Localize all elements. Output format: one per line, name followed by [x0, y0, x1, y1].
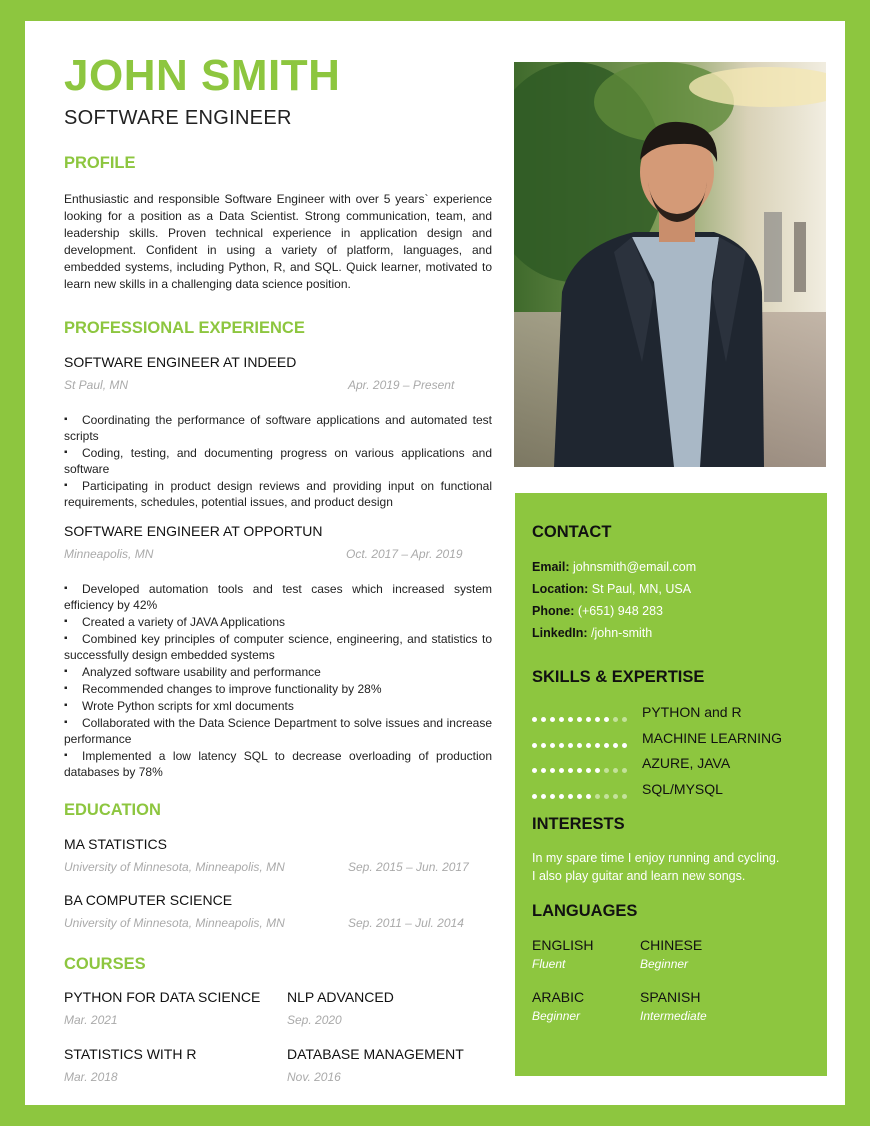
linkedin-value: /john-smith — [591, 626, 653, 640]
email-label: Email: — [532, 560, 570, 574]
course-name: STATISTICS WITH R — [64, 1046, 197, 1062]
skill-dot-empty — [613, 717, 618, 722]
skill-dot-filled — [595, 743, 600, 748]
school: University of Minnesota, Minneapolis, MN — [64, 916, 285, 930]
skill-dot-filled — [559, 743, 564, 748]
skill-dot-empty — [595, 794, 600, 799]
language-item — [532, 989, 584, 1023]
course-date: Nov. 2016 — [287, 1070, 341, 1084]
skill-dot-filled — [568, 743, 573, 748]
language-name: ENGLISH — [532, 937, 594, 953]
list-item: ▪ Coding, testing, and documenting progress on various applications and software — [64, 445, 492, 477]
skill-dot-filled — [577, 717, 582, 722]
course-item — [64, 1046, 274, 1084]
languages-heading: LANGUAGES — [532, 902, 638, 920]
course-date: Mar. 2021 — [64, 1013, 118, 1027]
course-name: NLP ADVANCED — [287, 989, 394, 1005]
experience-heading: PROFESSIONAL EXPERIENCE — [64, 319, 305, 337]
skill-dot-empty — [622, 768, 627, 773]
job-title-indeed: SOFTWARE ENGINEER AT INDEED — [64, 354, 297, 370]
skill-dot-empty — [604, 768, 609, 773]
list-item: ▪ Implemented a low latency SQL to decrease overloading of production databases by 78% — [64, 748, 492, 780]
language-name: ARABIC — [532, 989, 585, 1005]
degree: BA COMPUTER SCIENCE — [64, 892, 233, 908]
skill-dot-filled — [532, 794, 537, 799]
list-item: ▪ Created a variety of JAVA Applications — [64, 614, 492, 630]
language-level: Beginner — [532, 1009, 581, 1023]
education-item — [64, 836, 492, 876]
skill-dot-filled — [550, 717, 555, 722]
skill-dot-filled — [559, 794, 564, 799]
skill-dot-filled — [604, 743, 609, 748]
skill-name: PYTHON and R — [642, 704, 742, 720]
job-bullets — [64, 412, 492, 510]
interests-line-2: I also play guitar and learn new songs. — [532, 869, 746, 883]
list-item: ▪ Recommended changes to improve functionality by 28% — [64, 681, 492, 697]
skill-dot-filled — [586, 794, 591, 799]
portrait-photo-icon — [514, 62, 826, 467]
email-value: johnsmith@email.com — [573, 560, 697, 574]
skill-dot-empty — [622, 794, 627, 799]
education-dates: Sep. 2011 – Jul. 2014 — [348, 916, 464, 930]
skill-name: MACHINE LEARNING — [642, 730, 783, 746]
education-heading: EDUCATION — [64, 801, 161, 819]
job-location: Minneapolis, MN — [64, 547, 154, 561]
education-dates: Sep. 2015 – Jun. 2017 — [348, 860, 469, 874]
skill-dot-filled — [577, 794, 582, 799]
skill-dot-filled — [595, 717, 600, 722]
list-item: ▪ Coordinating the performance of software applications and automated test scripts — [64, 412, 492, 444]
contact-heading: CONTACT — [532, 523, 612, 541]
language-item — [640, 989, 707, 1023]
education-item — [64, 892, 492, 932]
skills-heading: SKILLS & EXPERTISE — [532, 668, 705, 686]
job-title-opportun: SOFTWARE ENGINEER AT OPPORTUN — [64, 523, 323, 539]
skill-dot-filled — [559, 768, 564, 773]
courses-heading: COURSES — [64, 955, 146, 973]
job-indeed — [64, 354, 492, 511]
skill-dot-filled — [550, 794, 555, 799]
skill-level-dots — [532, 709, 631, 727]
job-opportun — [64, 523, 492, 781]
list-item: ▪ Collaborated with the Data Science Department to solve issues and increase performance — [64, 715, 492, 747]
skill-dot-empty — [604, 794, 609, 799]
skill-dot-filled — [577, 768, 582, 773]
skill-dot-filled — [568, 717, 573, 722]
phone-label: Phone: — [532, 604, 575, 618]
skill-dot-filled — [532, 717, 537, 722]
skill-dot-filled — [550, 743, 555, 748]
phone-value: (+651) 948 283 — [577, 604, 663, 618]
language-level: Beginner — [640, 957, 689, 971]
list-item: ▪ Wrote Python scripts for xml documents — [64, 698, 492, 714]
skill-dot-filled — [622, 743, 627, 748]
full-name: JOHN SMITH — [64, 51, 341, 100]
profile-photo — [514, 62, 826, 467]
skill-dot-empty — [613, 768, 618, 773]
location-label: Location: — [532, 582, 589, 596]
skill-item — [532, 755, 822, 771]
language-item — [532, 937, 593, 971]
main-column — [64, 51, 492, 130]
language-level: Fluent — [532, 957, 566, 971]
skill-dot-filled — [577, 743, 582, 748]
skill-dot-filled — [532, 743, 537, 748]
language-item — [640, 937, 702, 971]
skill-dot-filled — [541, 717, 546, 722]
skill-level-dots — [532, 735, 631, 753]
skill-dot-filled — [595, 768, 600, 773]
course-name: PYTHON FOR DATA SCIENCE — [64, 989, 261, 1005]
skill-dot-filled — [541, 794, 546, 799]
job-meta — [64, 547, 492, 563]
job-location: St Paul, MN — [64, 378, 129, 392]
list-item: ▪ Participating in product design reviews and providing input on functional requirements, schedules, potential issues, and product design — [64, 478, 492, 510]
contact-location — [532, 582, 691, 596]
skill-item — [532, 704, 822, 720]
skill-dot-filled — [604, 717, 609, 722]
skill-dot-filled — [559, 717, 564, 722]
skill-dot-filled — [613, 743, 618, 748]
education-meta — [64, 860, 492, 876]
sidebar — [515, 493, 827, 1076]
skill-dot-filled — [586, 743, 591, 748]
skill-dot-filled — [532, 768, 537, 773]
job-dates: Apr. 2019 – Present — [348, 378, 455, 392]
contact-phone — [532, 604, 663, 618]
skill-dot-filled — [541, 768, 546, 773]
skill-item — [532, 730, 822, 746]
skill-dot-filled — [568, 794, 573, 799]
job-title: SOFTWARE ENGINEER — [64, 107, 292, 129]
language-name: CHINESE — [640, 937, 703, 953]
school: University of Minnesota, Minneapolis, MN — [64, 860, 285, 874]
location-value: St Paul, MN, USA — [591, 582, 692, 596]
education-meta — [64, 916, 492, 932]
list-item: ▪ Analyzed software usability and performance — [64, 664, 492, 680]
skill-dot-empty — [622, 717, 627, 722]
resume-page — [25, 21, 845, 1105]
skill-dot-filled — [586, 768, 591, 773]
contact-email — [532, 560, 696, 574]
skill-dot-filled — [550, 768, 555, 773]
language-name: SPANISH — [640, 989, 701, 1005]
job-bullets — [64, 581, 492, 780]
linkedin-label: LinkedIn: — [532, 626, 588, 640]
skill-dot-empty — [613, 794, 618, 799]
job-dates: Oct. 2017 – Apr. 2019 — [346, 547, 463, 561]
profile-text: Enthusiastic and responsible Software Engineer with over 5 years` experience looking for a position as a Data Scientist. Strong communication, team, and leadership skills. Proven technical experience in application design and development. Confident in using a variety of platform, languages, and embedded systems, including Python, R, and SQL. Quick learner, motivated to learn new skills in a challenging data science position. — [64, 192, 492, 291]
language-level: Intermediate — [640, 1009, 707, 1023]
skill-name: SQL/MYSQL — [642, 781, 723, 797]
skill-dot-filled — [541, 743, 546, 748]
interests-line-1: In my spare time I enjoy running and cycling. — [532, 851, 780, 865]
course-item — [287, 989, 497, 1027]
skill-item — [532, 781, 822, 797]
interests-heading: INTERESTS — [532, 815, 625, 833]
skill-level-dots — [532, 786, 631, 804]
course-date: Sep. 2020 — [287, 1013, 342, 1027]
degree: MA STATISTICS — [64, 836, 167, 852]
skill-name: AZURE, JAVA — [642, 755, 731, 771]
list-item: ▪ Combined key principles of computer science, engineering, and statistics to successfully design embedded systems — [64, 631, 492, 663]
skill-dot-filled — [568, 768, 573, 773]
skill-dot-filled — [586, 717, 591, 722]
course-date: Mar. 2018 — [64, 1070, 118, 1084]
course-item — [64, 989, 274, 1027]
course-item — [287, 1046, 497, 1084]
job-meta — [64, 378, 492, 394]
course-name: DATABASE MANAGEMENT — [287, 1046, 464, 1062]
profile-heading: PROFILE — [64, 154, 136, 172]
skill-level-dots — [532, 760, 631, 778]
list-item: ▪ Developed automation tools and test cases which increased system efficiency by 42% — [64, 581, 492, 613]
contact-linkedin — [532, 626, 652, 640]
